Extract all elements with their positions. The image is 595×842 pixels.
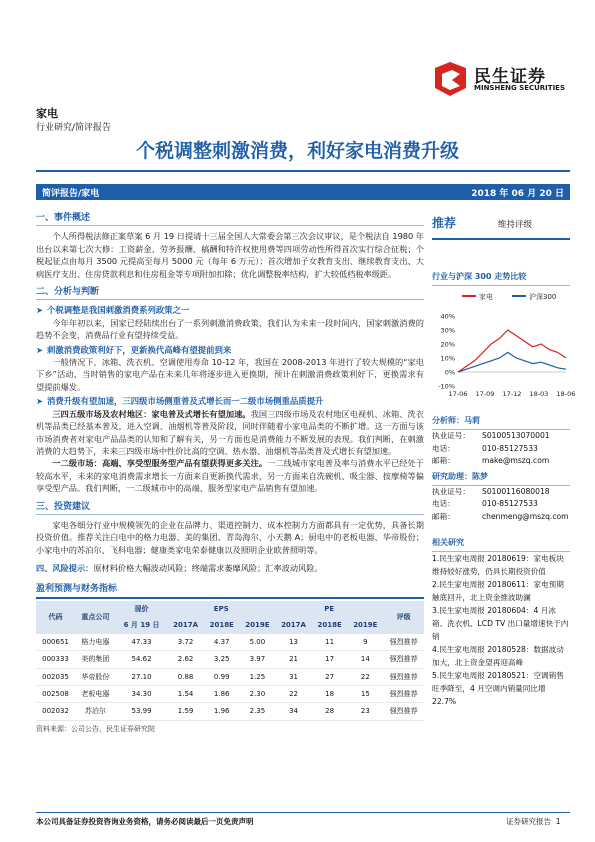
research-item[interactable]: 5.民生家电周报 20180521：空调销售旺季降至，4 月空调内销量同比增 22.7%	[432, 670, 564, 706]
main-content	[36, 206, 424, 735]
table-cell: 002035	[36, 668, 75, 685]
col-date: 6 月 19 日	[116, 617, 168, 633]
bullet-3-text-1: 三四五级市场及农村地区：家电普及式增长有望加速。我国三四级市场及农村地区电视机、冰箱、洗衣机等品类已经基本普及，进入空调、油烟机等普及阶段，同时伴随着小家电品类的不断扩增。这一方面与该市场消费者对家电产品品类的认知和了解有关，另一方面也是消费能力不断发展的表现。我们判断，在刺激消费的大趋势下，未来三四级市场中性价比高的空调、热水器、油烟机等品类普及式增长有望加速。	[36, 408, 424, 456]
table-cell: 强烈推荐	[383, 634, 424, 651]
table-cell: 34	[275, 703, 312, 720]
band-left: 简评报告/家电	[42, 189, 100, 199]
table-cell: 苏泊尔	[75, 703, 116, 720]
page-number: 1	[555, 817, 561, 826]
section-3-title: 三、投资建议	[36, 501, 424, 515]
recommendation: 推荐	[432, 216, 457, 230]
table-cell: 1.59	[167, 703, 204, 720]
analyst-tel: 电话： 010-85127533	[432, 443, 538, 453]
table-cell: 27.10	[116, 668, 168, 685]
table-cell: 强烈推荐	[383, 703, 424, 720]
table-row	[36, 668, 424, 685]
arrow-icon: ➤	[36, 305, 44, 316]
y-tick-label: 10%	[440, 354, 455, 363]
table-cell: 53.99	[116, 703, 168, 720]
chart-title: 行业与沪深 300 走势比较	[432, 268, 570, 286]
table-cell: 002032	[36, 703, 75, 720]
col-pe: PE	[275, 601, 383, 617]
research-title: 相关研究	[432, 534, 570, 552]
table-cell: 老板电器	[75, 686, 116, 703]
assistant-email: 邮箱： chenmeng@mszq.com	[432, 511, 569, 521]
table-cell: 002508	[36, 686, 75, 703]
table-cell: 美的集团	[75, 651, 116, 668]
table-cell: 强烈推荐	[383, 686, 424, 703]
bullet-3-title: ➤ 消费升级有望加速，三四级市场侧重普及式增长而一二级市场侧重品质提升	[36, 396, 324, 407]
analyst-email: 邮箱： make@mszq.com	[432, 456, 550, 466]
table-cell: 23	[347, 703, 383, 720]
table-cell: 4.37	[204, 634, 240, 651]
table-cell: 21	[275, 651, 312, 668]
header-band	[36, 184, 570, 200]
y-tick-label: 0%	[444, 368, 455, 377]
logo-text-cn: 民生证券	[474, 67, 546, 87]
table-row	[36, 651, 424, 668]
trend-chart-svg	[432, 286, 576, 406]
table-cell: 2.35	[240, 703, 276, 720]
sector-label: 家电	[36, 107, 58, 120]
table-cell: 1.54	[167, 686, 204, 703]
research-item[interactable]: 4.民生家电周报 20180528：数据波动加大，北上资金望再迎高峰	[432, 644, 564, 667]
trend-chart	[432, 286, 576, 406]
table-cell: 54.62	[116, 651, 168, 668]
table-cell: 格力电器	[75, 634, 116, 651]
assistant-tel: 电话： 010-85127533	[432, 499, 538, 509]
section-3-text: 家电各细分行业中规模领先的企业在品牌力、渠道控制力、成本控制力方面都具有一定优势，具备长期投资价值。推荐关注白电中的格力电器、美的集团、青岛海尔、小天鹅 A；厨电中的老板电器、华帝股份；小家电中的苏泊尔、飞科电器；健康类家电荣泰健康以及照明企业欧普照明等。	[36, 519, 424, 555]
table-row	[36, 686, 424, 703]
table-cell: 18	[312, 686, 348, 703]
table-cell: 9	[347, 634, 383, 651]
legend-label: 家电	[479, 293, 493, 301]
table-cell: 华帝股份	[75, 668, 116, 685]
footer-disclaimer: 本公司具备证券投资咨询业务资格，请务必阅读最后一页免责声明	[36, 817, 254, 826]
table-cell: 3.25	[204, 651, 240, 668]
bullet-1-title: ➤ 个税调整是我国刺激消费系列政策之一	[36, 305, 190, 316]
related-research	[432, 534, 570, 708]
table-cell: 3.97	[240, 651, 276, 668]
table-cell: 3.72	[167, 634, 204, 651]
rating-status: 维持评级	[498, 220, 533, 230]
title-divider	[36, 170, 570, 172]
table-cell: 11	[312, 634, 348, 651]
table-cell: 47.33	[116, 634, 168, 651]
table-cell: 强烈推荐	[383, 651, 424, 668]
table-cell: 15	[347, 686, 383, 703]
table-cell: 2.62	[167, 651, 204, 668]
assistant-cert: 执业证号： S0100116080018	[432, 486, 550, 496]
x-tick-label: 17-06	[448, 390, 468, 398]
footer-divider	[36, 812, 570, 813]
page-title: 个税调整刺激消费，利好家电消费升级	[135, 140, 459, 162]
col-company: 重点公司	[75, 601, 116, 634]
y-tick-label: 40%	[440, 312, 455, 321]
y-tick-label: 20%	[440, 340, 455, 349]
section-1-text: 个人所得税法修正案草案 6 月 19 日提请十三届全国人大常委会第三次会议审议，是个税法自 1980 年出台以来第七次大修：工资薪金、劳务报酬、稿酬和特许权使用费等四项劳动性所得首次实行综合征税；个税起征点由每月 3500 元提高至每月 5000 元（每年 6 万元）；首次增加子女教育支出、继续教育支出、大病医疗支出、住房贷款利息和住房租金等专项附加扣除；优化调整税率结构，扩大较低档税率级距。	[36, 231, 424, 279]
forecast-table: 代码 重点公司 现价 EPS PE 评级 6 月 19 日 2017A 2018E 2019E 2017A 2018E 2019E 000651 格力电器 47.33 3.72 4.37 5.00 13 11 9 强烈推荐 000333 美的集团 54.62 2.62 3.25 3.97 21 17 14 强烈推荐 002035 华帝股份 27.10 0.88 0.99 1.25 31 27 22 强烈推荐 002508 老板电器 34.30 1.54 1.86 2.30 22 18 15 强烈推荐 002032 苏泊尔 53.99 1.59 1.96 2.35 34 28 23 强烈推荐	[36, 601, 424, 721]
table-source: 资料来源：公司公告，民生证券研究院	[36, 724, 155, 733]
research-item[interactable]: 3.民生家电周报 20180604：4 月冰箱、洗衣机、LCD TV 出口量增速快于内销	[432, 605, 569, 641]
col-price: 现价	[116, 601, 168, 617]
table-cell: 13	[275, 634, 312, 651]
table-cell: 31	[275, 668, 312, 685]
assistant-title: 研究助理：陈梦	[432, 468, 570, 486]
table-cell: 22	[347, 668, 383, 685]
table-cell: 强烈推荐	[383, 668, 424, 685]
table-cell: 0.88	[167, 668, 204, 685]
table-row	[36, 634, 424, 651]
arrow-icon: ➤	[36, 344, 44, 355]
y-tick-label: -10%	[438, 382, 455, 391]
rating-box	[432, 210, 570, 240]
table-cell: 14	[347, 651, 383, 668]
arrow-icon: ➤	[36, 396, 44, 407]
section-1-title: 一、事件概述	[36, 212, 424, 226]
col-eps: EPS	[167, 601, 275, 617]
forecast-title: 盈利预测与财务指标	[36, 583, 424, 599]
table-cell: 22	[275, 686, 312, 703]
table-cell: 27	[312, 668, 348, 685]
x-tick-label: 17-09	[475, 390, 495, 398]
research-item[interactable]: 2.民生家电周报 20180611：家电预期触底回升，北上资金推波助澜	[432, 579, 564, 602]
table-cell: 17	[312, 651, 348, 668]
table-cell: 1.96	[204, 703, 240, 720]
legend-label: 沪深300	[529, 293, 557, 301]
col-code: 代码	[36, 601, 75, 634]
table-cell: 34.30	[116, 686, 168, 703]
table-cell: 000333	[36, 651, 75, 668]
col-rating: 评级	[383, 601, 424, 634]
x-tick-label: 18-03	[529, 390, 549, 398]
analyst-title: 分析师：马莉	[432, 412, 570, 430]
table-cell: 1.25	[240, 668, 276, 685]
table-row	[36, 703, 424, 720]
report-type: 行业研究/简评报告	[36, 123, 112, 133]
table-cell: 28	[312, 703, 348, 720]
table-cell: 0.99	[204, 668, 240, 685]
analyst-cert: 执业证号： S0100513070001	[432, 431, 550, 440]
table-cell: 2.30	[240, 686, 276, 703]
table-cell: 5.00	[240, 634, 276, 651]
bullet-2-title: ➤ 刺激消费政策利好下，更新换代高峰有望提前到来	[36, 344, 232, 355]
report-date: 2018 年 06 月 20 日	[471, 189, 564, 199]
series-line	[458, 352, 566, 372]
bullet-1-text: 今年年初以来，国家已经陆续出台了一系列刺激消费政策，我们认为未来一段时间内，国家刺激消费的趋势不会变，消费品行业有望持续受益。	[36, 317, 424, 341]
footer-right: 证券研究报告 1	[506, 817, 561, 826]
bullet-3-text-2: 一二级市场：高端、享受型服务型产品有望获得更多关注。一二线城市家电普及率与消费水平已经处于较高水平，未来的家电消费需求增长一方面来自更新换代需求，另一方面来自洗碗机、吸尘器、按摩椅等偏享受型产品。我们判断，一二级城市中的高端、服务型家电产品销售有望加速。	[36, 458, 424, 494]
y-tick-label: 30%	[440, 326, 455, 335]
bullet-2-text: 一般情况下，冰箱、洗衣机、空调使用寿命 10-12 年，我国在 2008-2013 年进行了较大规模的“家电下乡”活动，当时销售的家电产品在未来几年将逐步进入更换期，预计在刺激消费政策利好下，更换需求有望提前爆发。	[36, 357, 424, 392]
table-cell: 000651	[36, 634, 75, 651]
research-item[interactable]: 1.民生家电周报 20180619：家电板块维持较好涨势，仍具长期投资价值	[432, 553, 564, 576]
table-cell: 1.86	[204, 686, 240, 703]
risk-warning: 四、风险提示：原材料价格大幅波动风险；终端需求萎靡风险；汇率波动风险。	[36, 563, 323, 574]
section-2-title: 二、分析与判断	[36, 286, 424, 300]
sidebar	[432, 210, 576, 708]
logo-text-en: MINSHENG SECURITIES	[474, 84, 565, 92]
x-tick-label: 17-12	[502, 390, 522, 398]
x-tick-label: 18-06	[556, 390, 576, 398]
